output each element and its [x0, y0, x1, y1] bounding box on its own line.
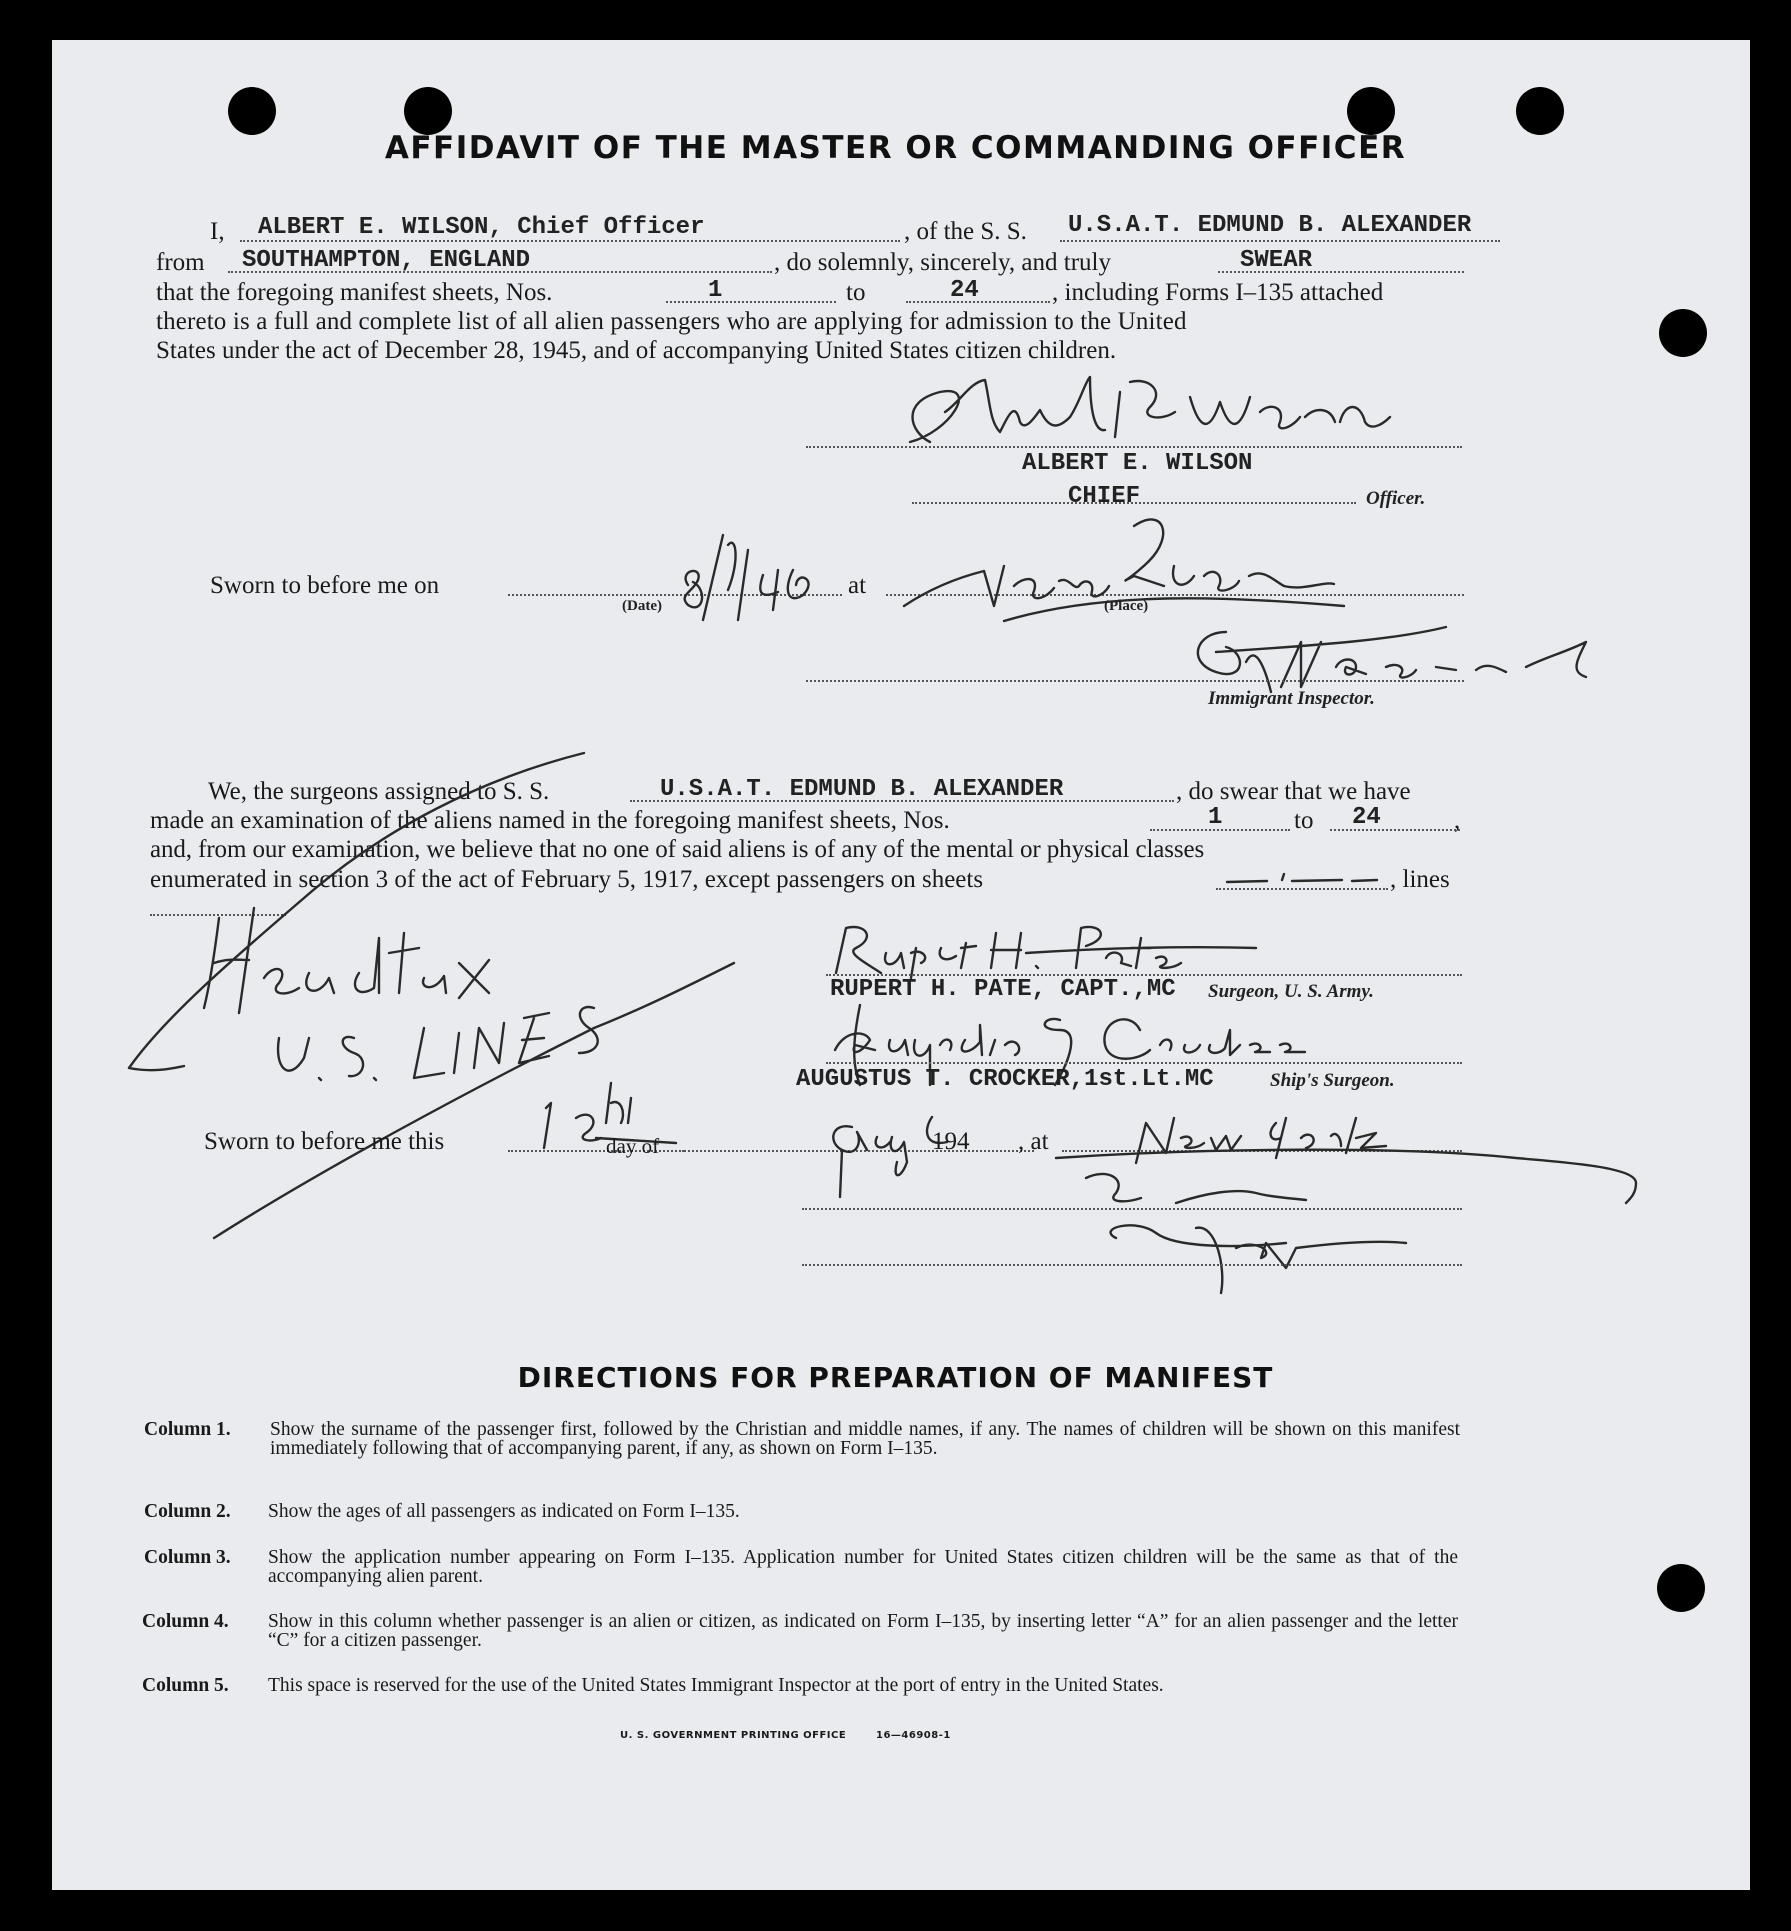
- date-handwritten: [678, 530, 848, 622]
- directions-item-label: Column 2.: [144, 1501, 231, 1522]
- directions-item-label: Column 1.: [144, 1419, 231, 1440]
- affidavit-title: AFFIDAVIT OF THE MASTER OR COMMANDING OFFICER: [384, 130, 1407, 166]
- surgeons-sig-rule-1: [802, 1208, 1462, 1210]
- text-i: I,: [210, 218, 225, 245]
- ship-field: U.S.A.T. EDMUND B. ALEXANDER: [1068, 212, 1472, 239]
- surgeons-line-2b: to: [1294, 807, 1314, 834]
- surgeons-line-1a: We, the surgeons assigned to S. S.: [208, 778, 550, 805]
- directions-item-text: This space is reserved for the use of the United States Immigrant Inspector at the port of entry in the United States.: [268, 1675, 1164, 1696]
- surgeons-sig-rule-2: [802, 1264, 1462, 1266]
- sworn-label: Sworn to before me on: [210, 572, 440, 599]
- surgeons-sworn-a: Sworn to before me this: [204, 1128, 445, 1155]
- surgeon-1-label: Surgeon, U. S. Army.: [1208, 981, 1374, 1002]
- footer-code: 16—46908-1: [876, 1730, 951, 1741]
- surgeons-line-4b: , lines: [1390, 866, 1450, 893]
- punch-hole: [1516, 87, 1564, 135]
- directions-item-text: Show the ages of all passengers as indicated on Form I–135.: [268, 1501, 740, 1522]
- directions-item-text: Show the surname of the passenger first, followed by the Christian and middle names, if any. The names of children will be shown on this manifest immediately following that of accompanying parent, if any, as shown on Form I–135.: [270, 1419, 1460, 1459]
- surgeons-comma: ,: [1454, 807, 1461, 834]
- punch-hole: [1657, 1564, 1705, 1612]
- directions-item-label: Column 4.: [142, 1611, 229, 1632]
- surgeons-line-1b: , do swear that we have: [1176, 778, 1411, 805]
- affidavit-line-2b: , do solemnly, sincerely, and truly: [774, 249, 1111, 276]
- surgeons-sworn-b: day of: [606, 1134, 660, 1158]
- year-prefix: 194: [932, 1128, 970, 1155]
- officer-field: ALBERT E. WILSON, Chief Officer: [258, 214, 705, 241]
- punch-hole: [1659, 309, 1707, 357]
- surgeon-2-rule: [826, 1062, 1462, 1064]
- directions-title: DIRECTIONS FOR PREPARATION OF MANIFEST: [517, 1361, 1274, 1394]
- surgeons-sheet-from: 1: [1208, 804, 1223, 831]
- sheet-from-rule: [666, 301, 836, 303]
- punch-hole: [228, 87, 276, 135]
- inspector-label: Immigrant Inspector.: [1208, 688, 1375, 709]
- affidavit-line-2a: from: [156, 249, 205, 276]
- punch-hole: [404, 87, 452, 135]
- inspector-rule: [806, 680, 1464, 682]
- directions-item-label: Column 5.: [142, 1675, 229, 1696]
- sworn-at: at: [848, 572, 867, 599]
- punch-hole: [1347, 87, 1395, 135]
- surgeons-line-4a: enumerated in section 3 of the act of February 5, 1917, except passengers on sheets: [150, 866, 984, 893]
- surgeons-to-rule: [1330, 829, 1460, 831]
- officer-signature-rule: [806, 446, 1462, 448]
- affidavit-line-4: thereto is a full and complete list of all alien passengers who are applying for admission to the United: [156, 308, 1187, 335]
- affidavit-line-3b: to: [846, 279, 866, 306]
- affidavit-line-3a: that the foregoing manifest sheets, Nos.: [156, 279, 553, 306]
- surgeons-line-3: and, from our examination, we believe that no one of said aliens is of any of the mental or physical classes: [150, 836, 1205, 863]
- footer-printer: U. S. GOVERNMENT PRINTING OFFICE: [620, 1730, 847, 1741]
- officer-label: Officer.: [1366, 488, 1426, 509]
- officer-rank: CHIEF: [1068, 483, 1141, 510]
- surgeon-2-name: AUGUSTUS T. CROCKER,1st.Lt.MC: [796, 1066, 1214, 1093]
- surgeons-line-2a: made an examination of the aliens named in the foregoing manifest sheets, Nos.: [150, 807, 950, 834]
- ship-field-rule: [1060, 240, 1500, 242]
- officer-signature: [890, 372, 1410, 452]
- surgeons-sheet-to: 24: [1352, 804, 1381, 831]
- affidavit-line-1b: , of the S. S.: [904, 218, 1027, 245]
- surgeon-2-label: Ship's Surgeon.: [1270, 1070, 1395, 1091]
- port-field: SOUTHAMPTON, ENGLAND: [242, 247, 531, 274]
- head-tax-annotation: [124, 748, 744, 1238]
- officer-name: ALBERT E. WILSON: [1022, 450, 1253, 477]
- surgeons-ship: U.S.A.T. EDMUND B. ALEXANDER: [660, 776, 1064, 803]
- place-caption: (Place): [1104, 598, 1149, 614]
- directions-item-text: Show in this column whether passenger is an alien or citizen, as indicated on Form I–135, by inserting letter “A” for an alien passenger and the letter “C” for a citizen passenger.: [268, 1611, 1458, 1651]
- directions-item-text: Show the application number appearing on Form I–135. Application number for United States citizen children will be the same as that of the accompanying alien parent.: [268, 1547, 1458, 1587]
- affidavit-line-5: States under the act of December 28, 1945, and of accompanying United States citizen children.: [156, 337, 1117, 364]
- sheets-dashes: [1222, 870, 1382, 890]
- surgeon-1-signature: [826, 918, 1266, 978]
- sheet-from-field: 1: [708, 277, 723, 304]
- month-handwritten: [822, 1112, 982, 1202]
- date-caption: (Date): [622, 598, 662, 614]
- surgeons-at: , at: [1018, 1128, 1049, 1155]
- surgeon-1-name: RUPERT H. PATE, CAPT.,MC: [830, 976, 1176, 1003]
- affidavit-line-1: [210, 218, 225, 246]
- directions-item-label: Column 3.: [144, 1547, 231, 1568]
- affidavit-line-3c: , including Forms I–135 attached: [1052, 279, 1384, 306]
- oath-field: SWEAR: [1240, 247, 1313, 274]
- sheet-to-field: 24: [950, 277, 979, 304]
